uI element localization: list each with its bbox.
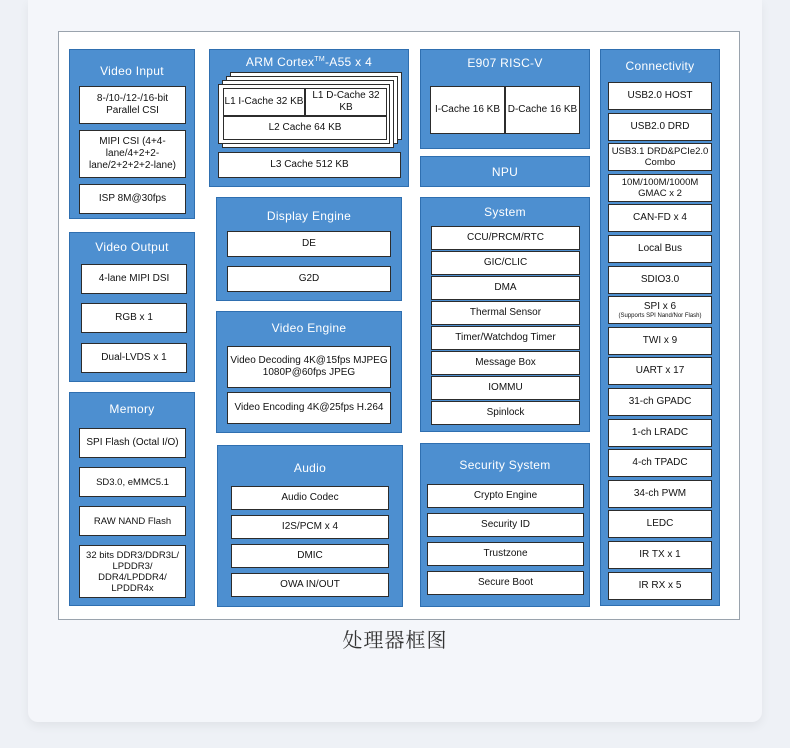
ccu-prcm-rtc: CCU/PRCM/RTC bbox=[431, 226, 580, 250]
l1-dcache: L1 D-Cache 32 KB bbox=[305, 88, 387, 116]
mipi-csi: MIPI CSI (4+4-lane/4+2+2-lane/2+2+2+2-lane) bbox=[79, 130, 186, 178]
display-engine-title: Display Engine bbox=[266, 209, 352, 223]
video-engine-title: Video Engine bbox=[271, 321, 347, 335]
sd-emmc: SD3.0, eMMC5.1 bbox=[79, 467, 186, 497]
memory-block bbox=[69, 392, 195, 606]
gic-clic: GIC/CLIC bbox=[431, 251, 580, 275]
audio-codec: Audio Codec bbox=[231, 486, 389, 510]
conn-lradc: 1-ch LRADC bbox=[608, 419, 712, 447]
video-engine-block bbox=[216, 311, 402, 433]
video-decoding: Video Decoding 4K@15fps MJPEG 1080P@60fps JPEG bbox=[227, 346, 391, 388]
audio-title: Audio bbox=[293, 461, 327, 475]
rgb: RGB x 1 bbox=[81, 303, 187, 333]
conn-ir-rx: IR RX x 5 bbox=[608, 572, 712, 600]
video-output-title: Video Output bbox=[95, 240, 169, 254]
conn-ir-tx: IR TX x 1 bbox=[608, 541, 712, 569]
system-block bbox=[420, 197, 590, 432]
security-system-title: Security System bbox=[459, 458, 551, 472]
secure-boot: Secure Boot bbox=[427, 571, 584, 595]
message-box: Message Box bbox=[431, 351, 580, 375]
crypto-engine: Crypto Engine bbox=[427, 484, 584, 508]
dmic: DMIC bbox=[231, 544, 389, 568]
conn-gpadc: 31-ch GPADC bbox=[608, 388, 712, 416]
conn-usb2-drd: USB2.0 DRD bbox=[608, 113, 712, 141]
conn-gmac: 10M/100M/1000M GMAC x 2 bbox=[608, 174, 712, 202]
riscv-block bbox=[420, 49, 590, 149]
conn-pwm: 34-ch PWM bbox=[608, 480, 712, 508]
connectivity-block bbox=[600, 49, 720, 606]
trustzone: Trustzone bbox=[427, 542, 584, 566]
conn-ledc: LEDC bbox=[608, 510, 712, 538]
conn-usb31-pcie-combo: USB3.1 DRD&PCIe2.0 Combo bbox=[608, 143, 712, 171]
ddr: 32 bits DDR3/DDR3L/ LPDDR3/ DDR4/LPDDR4/ LPDDR4x bbox=[79, 545, 186, 598]
conn-usb2-host: USB2.0 HOST bbox=[608, 82, 712, 110]
connectivity-title: Connectivity bbox=[625, 59, 695, 73]
g2d: G2D bbox=[227, 266, 391, 292]
conn-uart: UART x 17 bbox=[608, 357, 712, 385]
conn-tpadc: 4-ch TPADC bbox=[608, 449, 712, 477]
iommu: IOMMU bbox=[431, 376, 580, 400]
thermal-sensor: Thermal Sensor bbox=[431, 301, 580, 325]
video-encoding: Video Encoding 4K@25fps H.264 bbox=[227, 392, 391, 424]
system-title: System bbox=[484, 205, 526, 219]
npu-title: NPU bbox=[491, 165, 519, 179]
conn-local-bus: Local Bus bbox=[608, 235, 712, 263]
video-input-title: Video Input bbox=[100, 64, 164, 78]
conn-spi bbox=[608, 296, 712, 324]
diagram-caption: 处理器框图 bbox=[342, 630, 448, 652]
de: DE bbox=[227, 231, 391, 257]
parallel-csi: 8-/10-/12-/16-bit Parallel CSI bbox=[79, 86, 186, 124]
riscv-title: E907 RISC-V bbox=[467, 56, 543, 70]
dma: DMA bbox=[431, 276, 580, 300]
security-system-block bbox=[420, 443, 590, 607]
video-input-block bbox=[69, 49, 195, 219]
riscv-dcache: D-Cache 16 KB bbox=[505, 86, 580, 134]
spinlock: Spinlock bbox=[431, 401, 580, 425]
audio-block bbox=[217, 445, 403, 607]
l3-cache: L3 Cache 512 KB bbox=[218, 152, 401, 178]
raw-nand-flash: RAW NAND Flash bbox=[79, 506, 186, 536]
memory-title: Memory bbox=[109, 402, 155, 416]
riscv-icache: I-Cache 16 KB bbox=[430, 86, 505, 134]
l1-icache: L1 I-Cache 32 KB bbox=[223, 88, 305, 116]
i2s-pcm: I2S/PCM x 4 bbox=[231, 515, 389, 539]
spi-flash: SPI Flash (Octal I/O) bbox=[79, 428, 186, 458]
mipi-dsi: 4-lane MIPI DSI bbox=[81, 264, 187, 294]
conn-can-fd: CAN-FD x 4 bbox=[608, 204, 712, 232]
processor-block-diagram bbox=[58, 31, 740, 620]
security-id: Security ID bbox=[427, 513, 584, 537]
isp: ISP 8M@30fps bbox=[79, 184, 186, 214]
conn-twi: TWI x 9 bbox=[608, 327, 712, 355]
dual-lvds: Dual-LVDS x 1 bbox=[81, 343, 187, 373]
spi-note: (Supports SPI Nand/Nor Flash) bbox=[618, 312, 702, 319]
video-output-block bbox=[69, 232, 195, 382]
arm-cortex-block bbox=[209, 49, 409, 187]
arm-cortex-title: ARM Cortex™-A55 x 4 bbox=[245, 55, 373, 69]
conn-sdio: SDIO3.0 bbox=[608, 266, 712, 294]
spi-label: SPI x 6 bbox=[643, 300, 677, 312]
l2-cache: L2 Cache 64 KB bbox=[223, 116, 387, 140]
owa-in-out: OWA IN/OUT bbox=[231, 573, 389, 597]
npu-block bbox=[420, 156, 590, 187]
display-engine-block bbox=[216, 197, 402, 301]
timer-watchdog: Timer/Watchdog Timer bbox=[431, 326, 580, 350]
